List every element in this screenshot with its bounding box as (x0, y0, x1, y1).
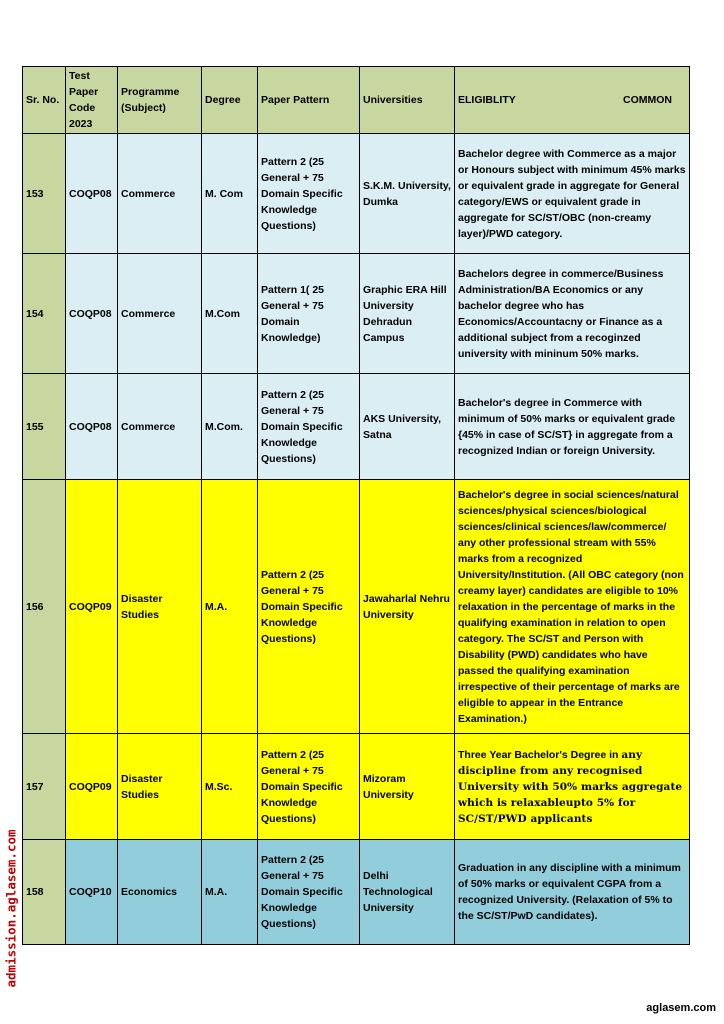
paper-pattern-cell: Pattern 2 (25 General + 75 Domain Specific Knowledge Questions) (258, 734, 360, 840)
header-eligibility-label: ELIGIBLITY (458, 94, 516, 106)
paper-code-cell: COQP09 (66, 480, 118, 734)
sr-no-cell: 155 (23, 374, 66, 480)
header-test-paper-code: Test Paper Code 2023 (66, 67, 118, 134)
degree-cell: M.Sc. (202, 734, 258, 840)
header-paper-pattern: Paper Pattern (258, 67, 360, 134)
university-cell: Delhi Technological University (360, 840, 455, 945)
paper-code-cell: COQP09 (66, 734, 118, 840)
table-row (23, 254, 690, 374)
header-sr-no: Sr. No. (23, 67, 66, 134)
eligibility-table (22, 66, 690, 945)
degree-cell: M.Com. (202, 374, 258, 480)
eligibility-serif-text: any discipline from any recognised University with 50% marks aggregate which is relaxableupto 5% for SC/ST/PWD applicants (458, 748, 683, 825)
university-cell: Mizoram University (360, 734, 455, 840)
eligibility-cell: Bachelor's degree in Commerce with minimum of 50% marks or equivalent grade {45% in case of SC/ST} in aggregate from a recognized Indian or foreign University. (455, 374, 690, 480)
university-cell: Jawaharlal Nehru University (360, 480, 455, 734)
degree-cell: M.A. (202, 840, 258, 945)
eligibility-cell: Bachelors degree in commerce/Business Administration/BA Economics or any bachelor degree who has Economics/Accountacny or Finance as a additional subject from a recoginzed university with mininum 50% marks. (455, 254, 690, 374)
header-universities: Universities (360, 67, 455, 134)
paper-code-cell: COQP08 (66, 134, 118, 254)
programme-cell: Economics (118, 840, 202, 945)
sr-no-cell: 158 (23, 840, 66, 945)
watermark-text: admission.aglasem.com (3, 829, 19, 988)
table-row (23, 374, 690, 480)
sr-no-cell: 153 (23, 134, 66, 254)
paper-pattern-cell: Pattern 2 (25 General + 75 Domain Specific Knowledge Questions) (258, 840, 360, 945)
header-eligibility (455, 67, 690, 134)
table-row (23, 134, 690, 254)
eligibility-cell (455, 734, 690, 840)
footer-brand: aglasem.com (646, 1002, 716, 1014)
programme-cell: Disaster Studies (118, 480, 202, 734)
paper-code-cell: COQP08 (66, 374, 118, 480)
degree-cell: M.Com (202, 254, 258, 374)
programme-cell: Commerce (118, 134, 202, 254)
degree-cell: M. Com (202, 134, 258, 254)
paper-code-cell: COQP10 (66, 840, 118, 945)
header-common-label: COMMON (623, 94, 672, 106)
header-row (23, 67, 690, 134)
university-cell: S.K.M. University, Dumka (360, 134, 455, 254)
paper-pattern-cell: Pattern 2 (25 General + 75 Domain Specific Knowledge Questions) (258, 374, 360, 480)
eligibility-prefix: Three Year Bachelor's Degree in (458, 748, 622, 761)
programme-cell: Commerce (118, 374, 202, 480)
programme-cell: Disaster Studies (118, 734, 202, 840)
paper-pattern-cell: Pattern 1( 25 General + 75 Domain Knowledge) (258, 254, 360, 374)
table-row (23, 480, 690, 734)
sr-no-cell: 157 (23, 734, 66, 840)
sr-no-cell: 156 (23, 480, 66, 734)
table-row (23, 840, 690, 945)
degree-cell: M.A. (202, 480, 258, 734)
paper-pattern-cell: Pattern 2 (25 General + 75 Domain Specific Knowledge Questions) (258, 480, 360, 734)
eligibility-cell: Bachelor's degree in social sciences/natural sciences/physical sciences/biological sciences/clinical sciences/law/commerce/ any other professional stream with 55% marks from a recognized University/Institution. (All OBC category (non creamy layer) candidates are eligible to 10% relaxation in the percentage of marks in the qualifying examination in relation to open category. The SC/ST and Person with Disability (PWD) candidates who have passed the qualifying examination irrespective of their percentage of marks are eligible to appear in the Entrance Examination.) (455, 480, 690, 734)
paper-code-cell: COQP08 (66, 254, 118, 374)
university-cell: Graphic ERA Hill University Dehradun Campus (360, 254, 455, 374)
eligibility-cell: Graduation in any discipline with a minimum of 50% marks or equivalent CGPA from a recognized University. (Relaxation of 5% to the SC/ST/PwD candidates). (455, 840, 690, 945)
eligibility-cell: Bachelor degree with Commerce as a major or Honours subject with minimum 45% marks or equivalent grade in aggregate for General category/EWS or equivalent grade in aggregate for SC/ST/OBC (non-creamy layer)/PWD category. (455, 134, 690, 254)
paper-pattern-cell: Pattern 2 (25 General + 75 Domain Specific Knowledge Questions) (258, 134, 360, 254)
programme-cell: Commerce (118, 254, 202, 374)
table-row (23, 734, 690, 840)
university-cell: AKS University, Satna (360, 374, 455, 480)
sr-no-cell: 154 (23, 254, 66, 374)
header-programme: Programme (Subject) (118, 67, 202, 134)
header-degree: Degree (202, 67, 258, 134)
